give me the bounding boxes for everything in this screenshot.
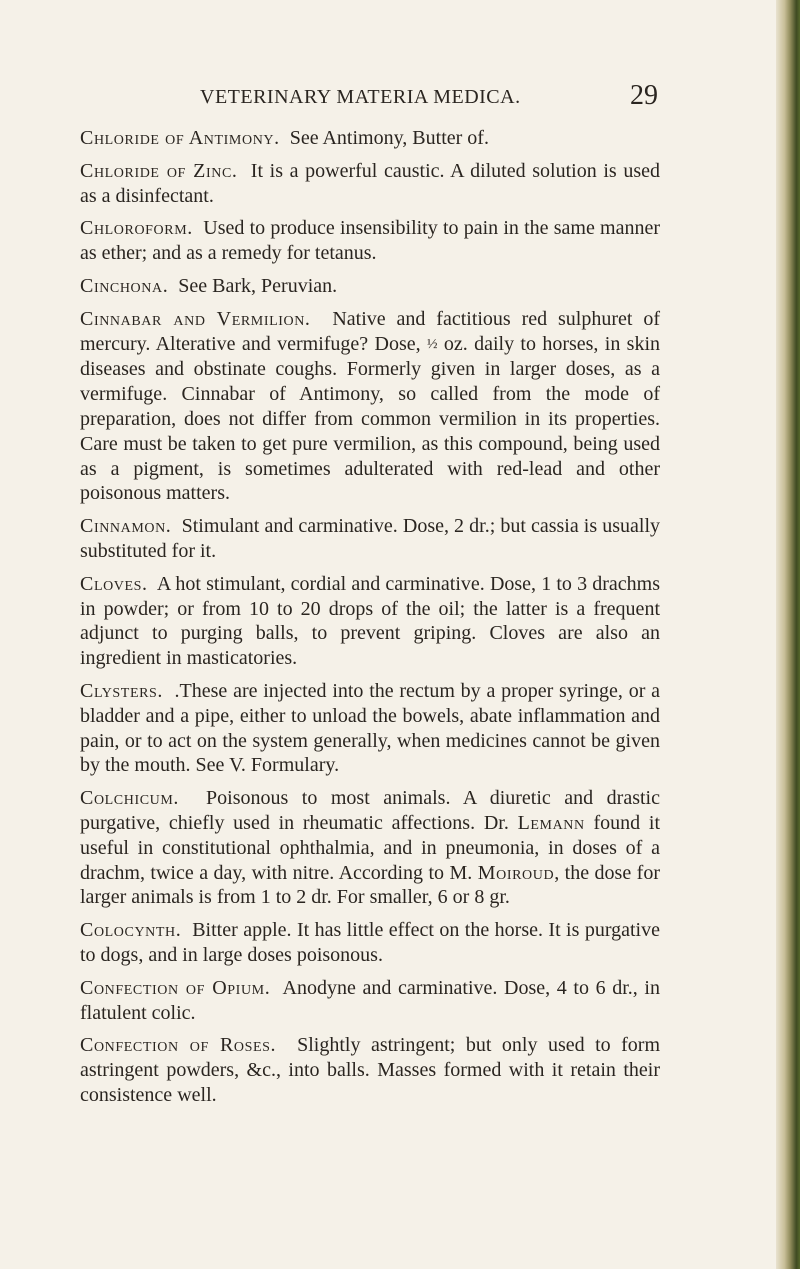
entry-text-continued: oz. daily to horses, in skin diseases and obstinate coughs. Formerly given in larger doses, as a vermifuge. Cinnabar of Antimony, so called from the mode of preparation, does not differ from common vermilion in its properties. Care must be taken to get pure vermilion, as this compound, being used as a pigment, is sometimes adulterated with red-lead and other poisonous matters. bbox=[80, 332, 661, 505]
page-edge-binding bbox=[776, 0, 800, 1269]
entry-term: Cinchona. bbox=[80, 274, 169, 297]
page-number: 29 bbox=[630, 80, 658, 111]
entry-text: Anodyne and carminative. Dose, 4 to 6 dr., in flatulent colic. bbox=[80, 976, 660, 1024]
dictionary-entries bbox=[80, 126, 660, 1116]
entry-text: .These are injected into the rectum by a proper syringe, or a bladder and a pipe, either to unload the bowels, abate inflammation and pain, or to act on the system generally, when medicines cannot be given by the mouth. See V. Formulary. bbox=[80, 679, 660, 777]
entry-term: Clysters. bbox=[80, 679, 164, 702]
entry-text: See Bark, Peruvian. bbox=[178, 274, 338, 297]
entry-text: Slightly astringent; but only used to form astringent powders, &c., into balls. Masses formed with it retain their consistence well. bbox=[80, 1034, 661, 1106]
entry-text: See Antimony, Butter of. bbox=[289, 127, 489, 149]
entry-text: Used to produce insensibility to pain in the same manner as ether; and as a remedy for tetanus. bbox=[80, 217, 661, 265]
entry-cinnabar-and-vermilion bbox=[80, 307, 660, 506]
dose-fraction: ½ bbox=[427, 336, 438, 352]
entry-term: Colocynth. bbox=[80, 919, 182, 942]
entry-text-end: , the dose for larger animals is from 1 to 2 dr. For smaller, 6 or 8 gr. bbox=[80, 861, 661, 909]
entry-cinchona bbox=[80, 274, 660, 299]
entry-term: Colchicum. bbox=[80, 787, 180, 810]
entry-clysters bbox=[80, 679, 660, 778]
entry-confection-of-opium bbox=[80, 976, 660, 1026]
entry-colocynth bbox=[80, 918, 660, 968]
entry-text: Poisonous to most animals. A diuretic and drastic purgative, chiefly used in rheumatic affections. Dr. bbox=[80, 787, 660, 834]
entry-text: Bitter apple. It has little effect on the horse. It is purgative to dogs, and in large doses poisonous. bbox=[80, 919, 660, 966]
entry-text: Native and factitious red sulphuret of mercury. Alterative and vermifuge? Dose, bbox=[80, 307, 660, 355]
entry-term: Cinnamon. bbox=[80, 515, 172, 538]
entry-text: A hot stimulant, cordial and carminative. Dose, 1 to 3 drachms in powder; or from 10 to 20 drops of the oil; the latter is a frequent adjunct to purging balls, to prevent griping. Cloves are also an ingredient in masticatories. bbox=[80, 572, 660, 670]
entry-text-continued: found it useful in constitutional ophthalmia, and in pneumonia, in doses of a drachm, twice a day, with nitre. According to M. bbox=[80, 811, 661, 884]
entry-colchicum bbox=[80, 786, 660, 910]
entry-cinnamon bbox=[80, 514, 660, 564]
entry-term: Confection of Opium. bbox=[80, 976, 271, 999]
running-head bbox=[80, 82, 658, 118]
person-name-lemann: Lemann bbox=[517, 811, 585, 834]
person-name-moiroud: Moiroud bbox=[477, 861, 555, 884]
entry-term: Chloride of Antimony. bbox=[80, 127, 280, 149]
entry-term: Confection of Roses. bbox=[80, 1034, 277, 1057]
entry-confection-of-roses bbox=[80, 1033, 660, 1107]
entry-term: Cloves. bbox=[80, 572, 148, 595]
entry-term: Chloroform. bbox=[80, 217, 193, 240]
entry-chloroform bbox=[80, 216, 660, 266]
entry-term: Chloride of Zinc. bbox=[80, 159, 238, 182]
entry-cloves bbox=[80, 572, 660, 671]
entry-chloride-of-antimony bbox=[80, 126, 660, 151]
entry-text: It is a powerful caustic. A diluted solution is used as a disinfectant. bbox=[80, 159, 661, 207]
running-title: VETERINARY MATERIA MEDICA. bbox=[200, 86, 521, 108]
entry-term: Cinnabar and Vermilion. bbox=[80, 307, 311, 330]
entry-chloride-of-zinc bbox=[80, 159, 660, 209]
entry-text: Stimulant and carminative. Dose, 2 dr.; but cassia is usually substituted for it. bbox=[80, 515, 661, 562]
